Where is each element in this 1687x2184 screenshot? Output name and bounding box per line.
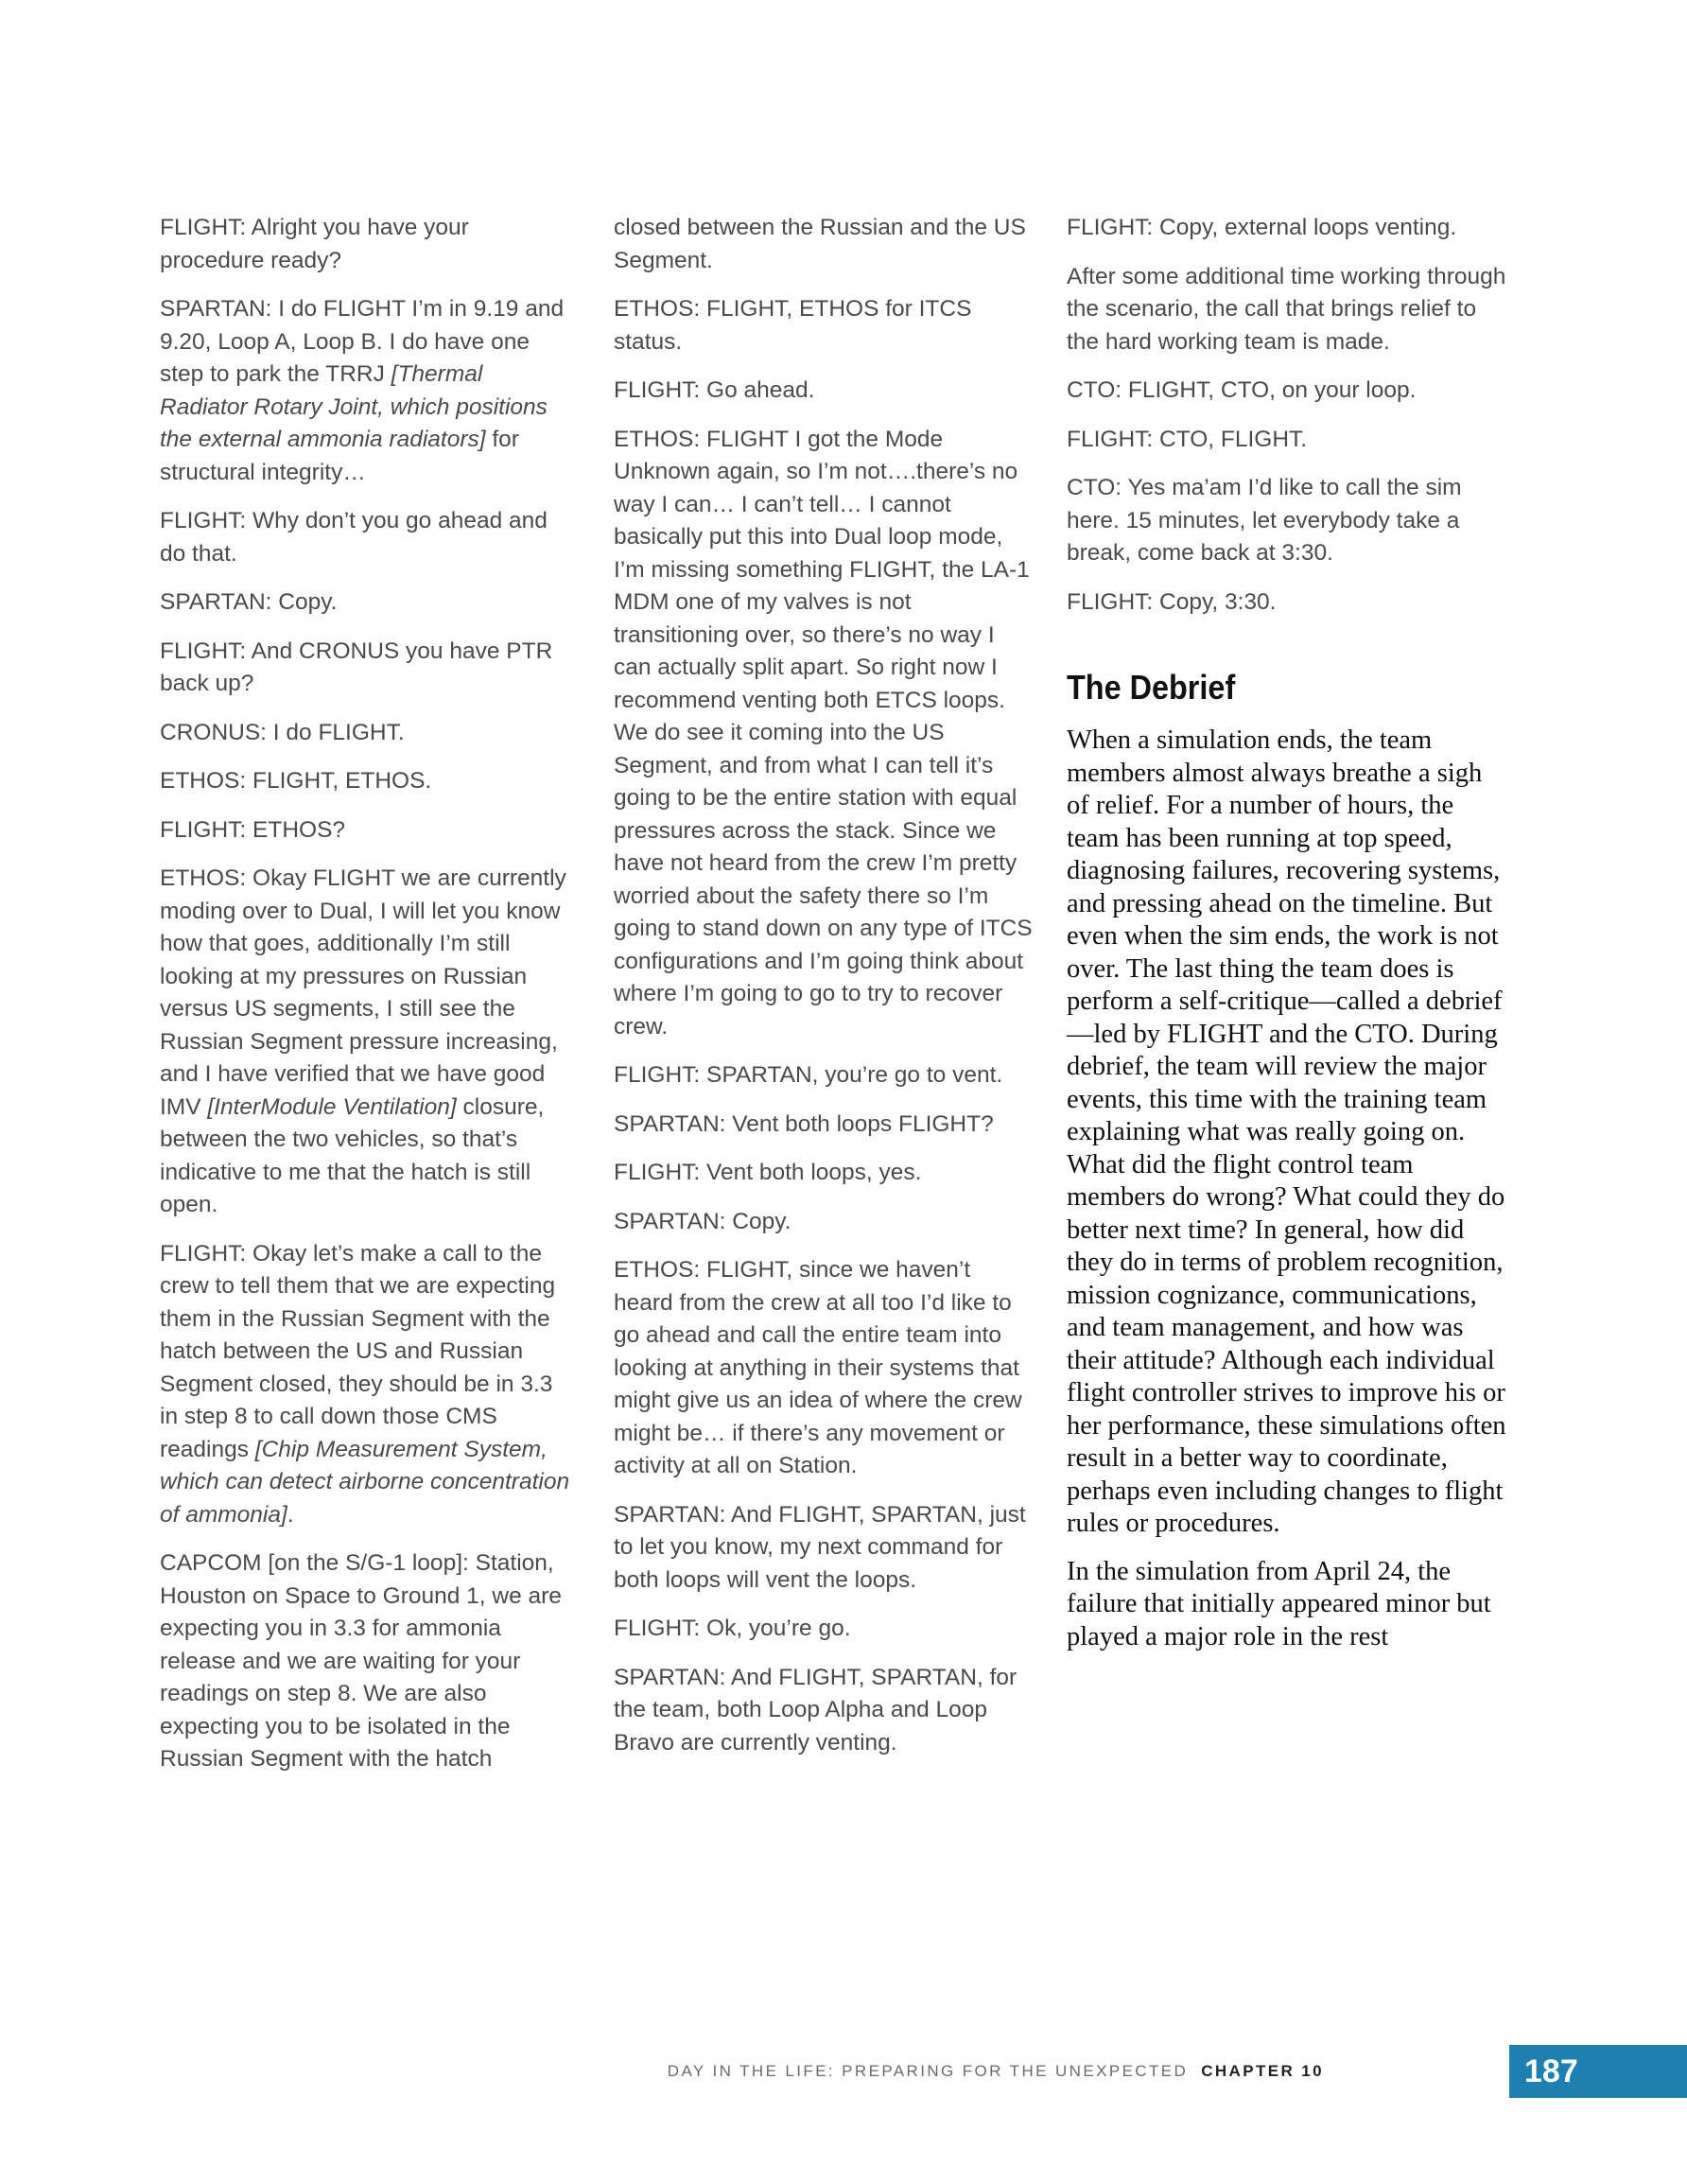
text-run: ETHOS: Okay FLIGHT we are currently moding over to Dual, I will let you know how that goes, additionally I’m still looking at my pressures on Russian versus US segments, I still see the Russian Segment pressure increasing, and I have verified that we have good IMV <box>160 865 566 1120</box>
paragraph: SPARTAN: Vent both loops FLIGHT? <box>614 1110 994 1137</box>
paragraph: ETHOS: FLIGHT, ETHOS for ITCS status. <box>614 296 972 355</box>
text-run: for structural integrity… <box>160 427 519 485</box>
text-run: FLIGHT: Okay let’s make a call to the crew to tell them that we are expecting them in the Russian Segment with the hatch between the US and Russian Segment closed, they should be in 3.3 in step 8 to call down those CMS readings <box>160 1240 556 1462</box>
paragraph: ETHOS: FLIGHT, ETHOS. <box>160 768 432 794</box>
debrief-body <box>1067 725 1511 1653</box>
text-run: SPARTAN: I do FLIGHT I’m in 9.19 and 9.20, Loop A, Loop B. I do have one step to park the TRRJ <box>160 296 565 387</box>
paragraph: closed between the Russian and the US Segment. <box>614 215 1026 273</box>
page-number: 187 <box>1509 2045 1687 2098</box>
paragraph: ETHOS: FLIGHT I got the Mode Unknown again, so I’m not….there’s no way I can… I can’t tell… I cannot basically put this into Dual loop mode, I’m missing something FLIGHT, the LA-1 MDM one of my valves is not transitioning over, so there’s no way I can actually split apart. So right now I recommend venting both ETCS loops. We do see it coming into the US Segment, and from what I can tell it’s going to be the entire station with equal pressures across the stack. Since we have not heard from the crew I’m pretty worried about the safety there so I’m going to stand down on any type of ITCS configurations and I’m going think about where I’m going to go to try to recover crew. <box>614 426 1033 1040</box>
paragraph: CAPCOM [on the S/G-1 loop]: Station, Houston on Space to Ground 1, we are expecting you in 3.3 for ammonia release and we are waiting for your readings on step 8. We are also expecting you to be isolated in the Russian Segment with the hatch <box>160 1550 562 1772</box>
paragraph: FLIGHT: Why don’t you go ahead and do that. <box>160 508 548 567</box>
column-3 <box>1067 212 1511 1669</box>
running-header <box>668 2054 1324 2088</box>
paragraph: When a simulation ends, the team members almost always breathe a sigh of relief. For a number of hours, the team has been running at top speed, diagnosing failures, recovering systems, and pressing ahead on the timeline. But even when the sim ends, the work is not over. The last thing the team does is perform a self-critique—called a debrief—led by FLIGHT and the CTO. During debrief, the team will review the major events, this time with the training team explaining what was really going on. What did the flight control team members do wrong? What could they do better next time? In general, how did they do in terms of problem recognition, mission cognizance, communications, and team management, and how was their attitude? Although each individual flight controller strives to improve his or her performance, these simulations often result in a better way to coordinate, perhaps even including changes to flight rules or procedures. <box>1067 725 1506 1538</box>
page-footer <box>0 2045 1687 2098</box>
dialog-continuation <box>1067 212 1511 619</box>
italic-gloss: [Chip Measurement System, which can detect airborne concentration of ammonia] <box>160 1436 570 1528</box>
italic-gloss: [InterModule Ventilation] <box>207 1093 457 1120</box>
paragraph: FLIGHT: Copy, 3:30. <box>1067 588 1277 615</box>
paragraph: SPARTAN: And FLIGHT, SPARTAN, just to let you know, my next command for both loops will vent the loops. <box>614 1501 1026 1593</box>
paragraph: CRONUS: I do FLIGHT. <box>160 719 405 745</box>
paragraph: CTO: FLIGHT, CTO, on your loop. <box>1067 377 1417 403</box>
paragraph: SPARTAN: Copy. <box>160 589 338 615</box>
paragraph: FLIGHT: CTO, FLIGHT. <box>1067 426 1308 452</box>
paragraph: CTO: Yes ma’am I’d like to call the sim here. 15 minutes, let everybody take a break, come back at 3:30. <box>1067 475 1462 566</box>
paragraph: FLIGHT: Vent both loops, yes. <box>614 1160 922 1185</box>
paragraph: ETHOS: FLIGHT, since we haven’t heard from the crew at all too I’d like to go ahead and call the entire team into looking at anything in their systems that might give us an idea of where the crew might be… if there’s any movement or activity at all on Station. <box>614 1257 1022 1478</box>
paragraph: FLIGHT: SPARTAN, you’re go to vent. <box>614 1062 1003 1088</box>
section-heading: The Debrief <box>1067 668 1236 707</box>
paragraph: SPARTAN: And FLIGHT, SPARTAN, for the team, both Loop Alpha and Loop Bravo are currently venting. <box>614 1664 1017 1756</box>
text-run: closure, between the two vehicles, so that’s indicative to me that the hatch is still open. <box>160 1093 545 1217</box>
paragraph: FLIGHT: Go ahead. <box>614 377 815 403</box>
paragraph <box>160 1238 576 1532</box>
italic-gloss: [Thermal Radiator Rotary Joint, which positions the external ammonia radiators] <box>160 361 548 452</box>
paragraph <box>160 293 576 489</box>
text-run: . <box>287 1501 294 1528</box>
running-title: DAY IN THE LIFE: PREPARING FOR THE UNEXPECTED <box>667 2062 1189 2080</box>
paragraph: FLIGHT: ETHOS? <box>160 816 346 843</box>
paragraph: After some additional time working through the scenario, the call that brings relief to the hard working team is made. <box>1067 263 1506 355</box>
chapter-label: CHAPTER 10 <box>1201 2062 1324 2080</box>
column-2 <box>614 212 1034 1775</box>
paragraph: FLIGHT: Ok, you’re go. <box>614 1616 851 1641</box>
paragraph: FLIGHT: And CRONUS you have PTR back up? <box>160 638 553 696</box>
paragraph: FLIGHT: Alright you have your procedure ready? <box>160 215 469 273</box>
column-1 <box>160 212 576 1792</box>
paragraph: FLIGHT: Copy, external loops venting. <box>1067 215 1457 240</box>
paragraph <box>160 863 576 1222</box>
paragraph: SPARTAN: Copy. <box>614 1208 791 1234</box>
paragraph: In the simulation from April 24, the failure that initially appeared minor but played a major role in the rest <box>1067 1556 1491 1651</box>
